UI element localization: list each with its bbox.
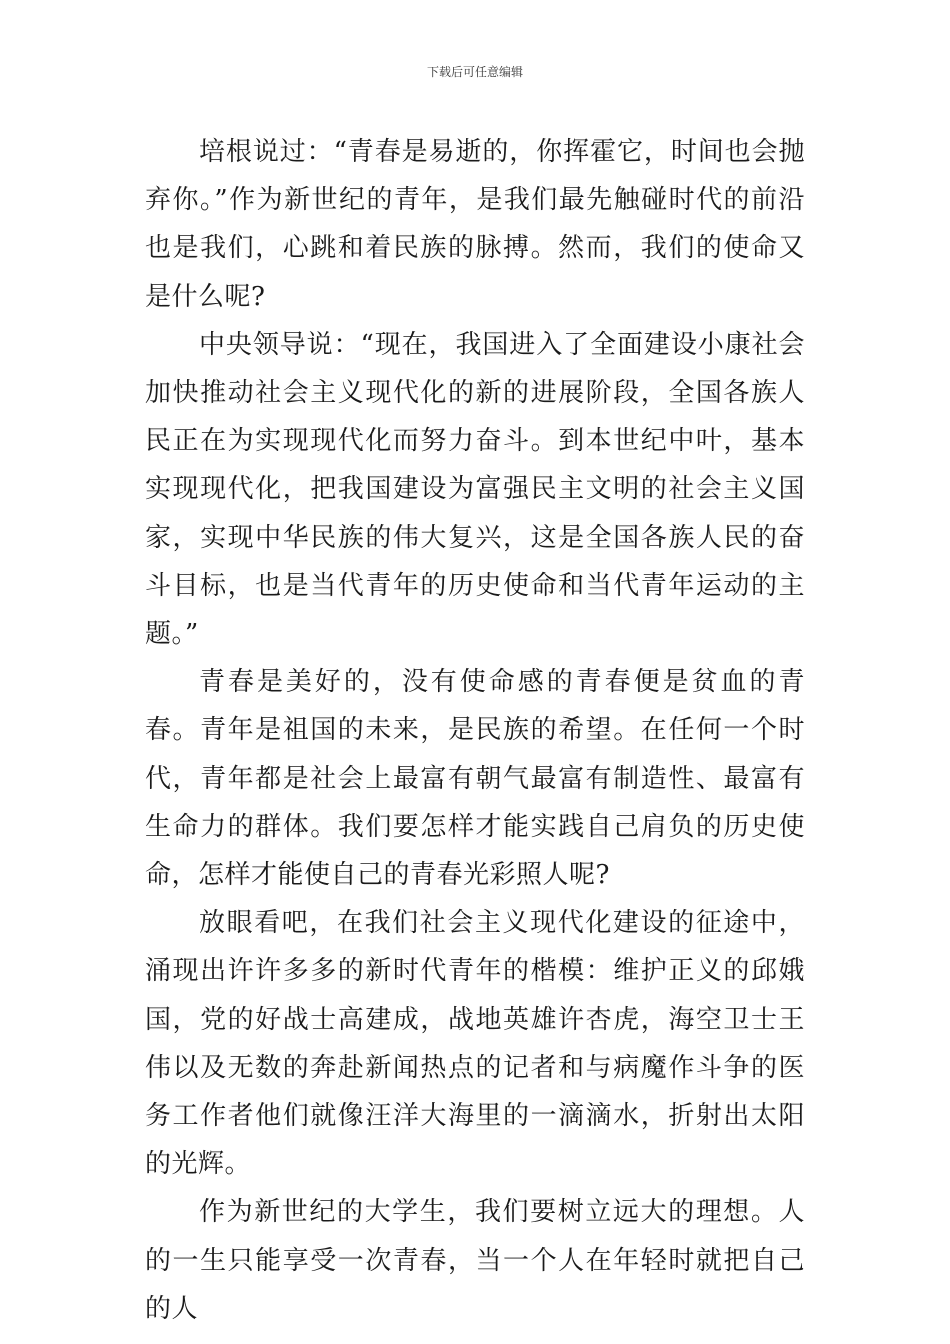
- paragraph: 放眼看吧，在我们社会主义现代化建设的征途中，涌现出许许多多的新时代青年的楷模：维护正义的邱娥国，党的好战士高建成，战地英雄许杏虎，海空卫士王伟以及无数的奔赴新闻热点的记者和与病魔作斗争的医务工作者他们就像汪洋大海里的一滴滴水，折射出太阳的光辉。: [145, 908, 805, 1180]
- document-body: [145, 128, 805, 1333]
- paragraph: 中央领导说：“现在，我国进入了全面建设小康社会加快推动社会主义现代化的新的进展阶段，全国各族人民正在为实现现代化而努力奋斗。到本世纪中叶，基本实现现代化，把我国建设为富强民主文明的社会主义国家，实现中华民族的伟大复兴，这是全国各族人民的奋斗目标，也是当代青年的历史使命和当代青年运动的主题。”: [145, 329, 805, 650]
- page-header: 下载后可任意编辑: [426, 65, 523, 79]
- paragraph: 青春是美好的，没有使命感的青春便是贫血的青春。青年是祖国的未来，是民族的希望。在任何一个时代，青年都是社会上最富有朝气最富有制造性、最富有生命力的群体。我们要怎样才能实践自己肩负的历史使命，怎样才能使自己的青春光彩照人呢?: [145, 667, 805, 891]
- paragraph: 作为新世纪的大学生，我们要树立远大的理想。人的一生只能享受一次青春，当一个人在年轻时就把自己的人: [145, 1197, 805, 1324]
- paragraph: 培根说过：“青春是易逝的，你挥霍它，时间也会抛弃你。”作为新世纪的青年，是我们最先触碰时代的前沿也是我们，心跳和着民族的脉搏。然而，我们的使命又是什么呢?: [145, 137, 805, 312]
